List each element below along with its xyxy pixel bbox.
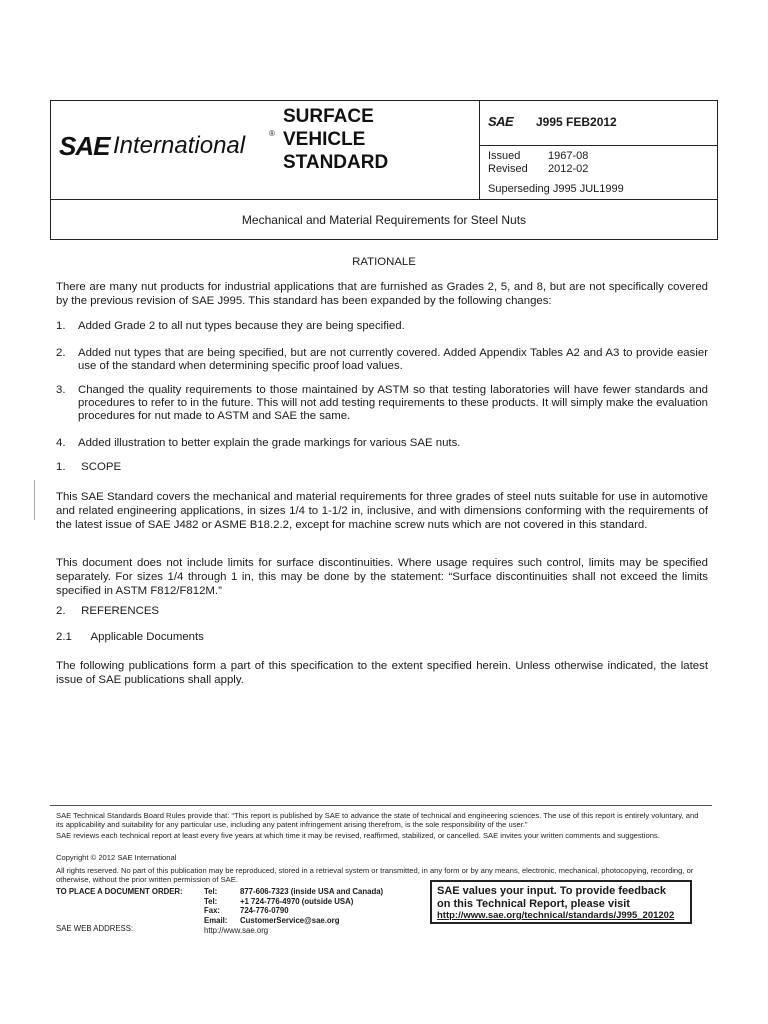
list-item-text: Added Grade 2 to all nut types because they are being specified. xyxy=(78,320,405,332)
issued-label: Issued xyxy=(488,150,521,162)
title-line-standard: STANDARD xyxy=(283,152,389,173)
fax-value: 724-776-0790 xyxy=(240,906,289,915)
issued-date: 1967-08 xyxy=(548,150,589,162)
list-item-number: 1. xyxy=(56,320,66,332)
section-title: REFERENCES xyxy=(81,605,160,617)
title-line-vehicle: VEHICLE xyxy=(283,129,366,150)
subsection-heading-applicable-documents xyxy=(56,631,204,643)
list-item xyxy=(56,384,708,426)
board-rules-note: SAE Technical Standards Board Rules provide that: “This report is published by SAE to advance the state of technical and engineering sciences. The use of this report is entirely voluntary, and its applicability and suitability for any particular use, including any patent infringement arising therefrom, is the sole responsibility of the user.” xyxy=(56,811,699,829)
sae-small-logo: SAE xyxy=(488,114,514,129)
subsection-title: Applicable Documents xyxy=(90,631,204,643)
header-top-row xyxy=(51,101,717,200)
feedback-box xyxy=(430,880,692,924)
list-item-text: Changed the quality requirements to those maintained by ASTM so that testing laboratories will have fewer standards and procedures to refer to in the future. This will not add testing requirements to these products. It will simply make the evaluation procedures for nut made to ASTM and SAE the same. xyxy=(78,384,708,422)
list-item-number: 4. xyxy=(56,437,66,449)
order-label: TO PLACE A DOCUMENT ORDER: xyxy=(56,887,183,896)
list-item xyxy=(56,437,708,451)
logo-sae-text: SAE xyxy=(59,131,110,161)
revised-label: Revised xyxy=(488,163,528,175)
document-info-panel xyxy=(479,101,718,199)
review-note: SAE reviews each technical report at least every five years at which time it may be revised, reaffirmed, stabilized, or cancelled. SAE invites your written comments and suggestions. xyxy=(56,831,660,840)
scope-paragraph-1: This SAE Standard covers the mechanical and material requirements for three grades of steel nuts suitable for use in automotive and related engineering applications, in sizes 1/4 to 1-1/2 in, inclusive, and with dimensions conforming with the requirements of the latest issue of SAE J482 or ASME B18.2.2, except for machine screw nuts which are not covered in this standard. xyxy=(56,491,708,531)
fax-label: Fax: xyxy=(204,906,221,915)
list-item xyxy=(56,347,708,375)
rights-note: All rights reserved. No part of this publication may be reproduced, stored in a retrieval system or transmitted, in any form or by any means, electronic, mechanical, photocopying, recording, or otherwise, without the prior written permission of SAE. xyxy=(56,866,694,884)
section-number: 2. xyxy=(56,605,66,617)
copyright-note: Copyright © 2012 SAE International xyxy=(56,853,177,862)
list-item xyxy=(56,320,708,334)
rationale-heading: RATIONALE xyxy=(352,256,416,268)
tel1-value: 877-606-7323 (inside USA and Canada) xyxy=(240,887,384,896)
logo-registered-mark: ® xyxy=(269,129,275,138)
feedback-line-1: SAE values your input. To provide feedback xyxy=(437,885,667,897)
document-number: J995 FEB2012 xyxy=(536,115,617,129)
list-item-text: Added illustration to better explain the grade markings for various SAE nuts. xyxy=(78,437,461,449)
email-link[interactable]: CustomerService@sae.org xyxy=(240,915,340,925)
document-number-row xyxy=(480,101,718,146)
feedback-link[interactable]: http://www.sae.org/technical/standards/J995_201202 xyxy=(437,910,675,921)
superseding-note: Superseding J995 JUL1999 xyxy=(488,183,624,195)
tel1-label: Tel: xyxy=(204,887,218,896)
section-number: 1. xyxy=(56,461,66,473)
contact-labels xyxy=(204,887,240,925)
list-item-number: 3. xyxy=(56,384,66,396)
logo-international-text: International xyxy=(113,132,246,159)
subsection-number: 2.1 xyxy=(56,631,72,643)
rationale-intro: There are many nut products for industrial applications that are furnished as Grades 2, 5, and 8, but are not specifically covered by the previous revision of SAE J995. This standard has been expanded by the following changes: xyxy=(56,281,708,307)
title-line-surface: SURFACE xyxy=(283,106,374,127)
scope-paragraph-2: This document does not include limits for surface discontinuities. Where usage requires such control, limits may be specified separately. For sizes 1/4 through 1 in, this may be done by the statement: “Surface discontinuities shall not exceed the limits specified in ASTM F812/F812M.” xyxy=(56,557,708,597)
revised-date: 2012-02 xyxy=(548,163,589,175)
references-paragraph: The following publications form a part of this specification to the extent specified herein. Unless otherwise indicated, the latest issue of SAE publications shall apply. xyxy=(56,660,708,686)
list-item-text: Added nut types that are being specified, but are not currently covered. Added Appendix Tables A2 and A3 to provide easier use of the standard when determining specific proof load values. xyxy=(78,347,708,372)
header-box xyxy=(50,100,718,240)
contact-values xyxy=(240,887,430,925)
list-item-number: 2. xyxy=(56,347,66,359)
document-type-title xyxy=(283,105,483,174)
document-title: Mechanical and Material Requirements for Steel Nuts xyxy=(241,213,527,227)
web-address-link[interactable]: http://www.sae.org xyxy=(204,926,269,935)
tel2-value: +1 724-776-4970 (outside USA) xyxy=(240,896,354,906)
section-title: SCOPE xyxy=(81,461,122,473)
margin-change-bar xyxy=(34,480,35,520)
footer-divider xyxy=(50,805,712,806)
section-heading-references xyxy=(56,605,159,617)
tel2-label: Tel: xyxy=(204,896,218,906)
web-address-label: SAE WEB ADDRESS: xyxy=(56,924,134,933)
section-heading-scope xyxy=(56,461,121,473)
feedback-line-2: on this Technical Report, please visit xyxy=(437,897,630,910)
email-label: Email: xyxy=(204,915,228,925)
